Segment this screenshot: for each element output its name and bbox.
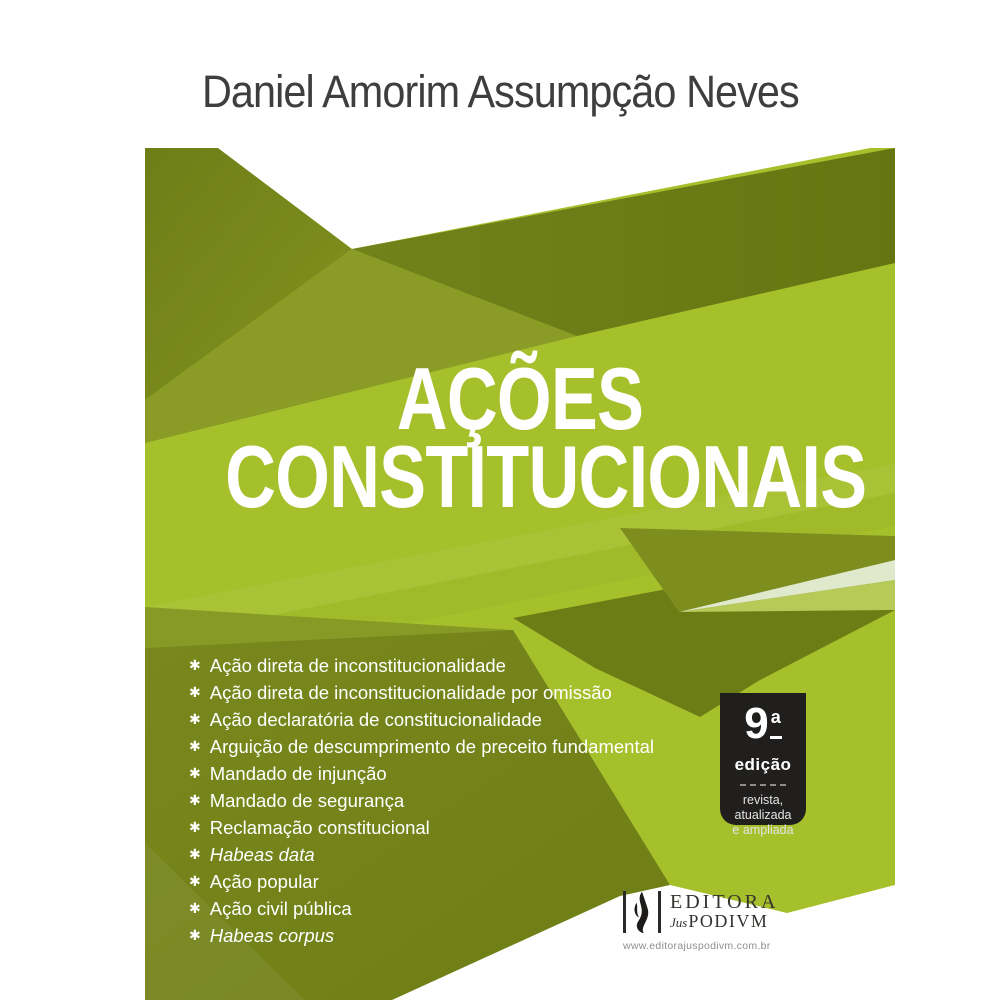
asterisk-bullet-icon: ✱ [189, 657, 201, 673]
asterisk-bullet-icon: ✱ [189, 927, 201, 943]
publisher-name-editora: EDITORA [670, 890, 779, 913]
topic-item: ✱ Habeas data [189, 844, 315, 865]
logo-right-bar [658, 891, 661, 933]
asterisk-bullet-icon: ✱ [189, 738, 201, 754]
ordinal-indicator: a [770, 698, 782, 739]
book-cover [145, 148, 895, 1000]
topic-item: ✱ Mandado de segurança [189, 790, 405, 811]
topic-item: ✱ Arguição de descumprimento de preceito fundamental [189, 736, 654, 757]
topic-item: ✱ Ação civil pública [189, 898, 352, 919]
topic-item: ✱ Mandado de injunção [189, 763, 387, 784]
asterisk-bullet-icon: ✱ [189, 765, 201, 781]
book-title [145, 349, 895, 526]
topic-item: ✱ Reclamação constitucional [189, 817, 430, 838]
asterisk-bullet-icon: ✱ [189, 846, 201, 862]
author-name: Daniel Amorim Assumpção Neves [201, 66, 799, 117]
topic-item: ✱ Ação declaratória de constitucionalidade [189, 709, 542, 730]
title-line-1: AÇÕES [396, 349, 644, 448]
edition-number: 9 a [744, 699, 781, 748]
topic-item: ✱ Ação direta de inconstitucionalidade [189, 655, 506, 676]
topics-list [189, 653, 654, 950]
badge-divider [740, 784, 786, 786]
asterisk-bullet-icon: ✱ [189, 792, 201, 808]
publisher-name-podivm: JusPODIVM [670, 910, 769, 931]
publisher-url: www.editorajuspodivm.com.br [623, 940, 771, 952]
publisher-name [670, 890, 779, 932]
asterisk-bullet-icon: ✱ [189, 873, 201, 889]
edition-badge [720, 693, 806, 837]
publisher-logo [623, 890, 823, 952]
edition-label: edição [734, 755, 792, 774]
asterisk-bullet-icon: ✱ [189, 819, 201, 835]
topic-item: ✱ Habeas corpus [189, 925, 335, 946]
asterisk-bullet-icon: ✱ [189, 711, 201, 727]
asterisk-bullet-icon: ✱ [189, 900, 201, 916]
publisher-logo-mark [623, 890, 823, 934]
topic-item: ✱ Ação popular [189, 871, 319, 892]
logo-left-bar [623, 891, 626, 933]
edition-note: revista, atualizada e ampliada [732, 793, 794, 837]
title-line-2: CONSTITUCIONAIS [225, 427, 867, 526]
asterisk-bullet-icon: ✱ [189, 684, 201, 700]
topic-item: ✱ Ação direta de inconstitucionalidade por omissão [189, 682, 612, 703]
flame-icon [630, 890, 654, 934]
